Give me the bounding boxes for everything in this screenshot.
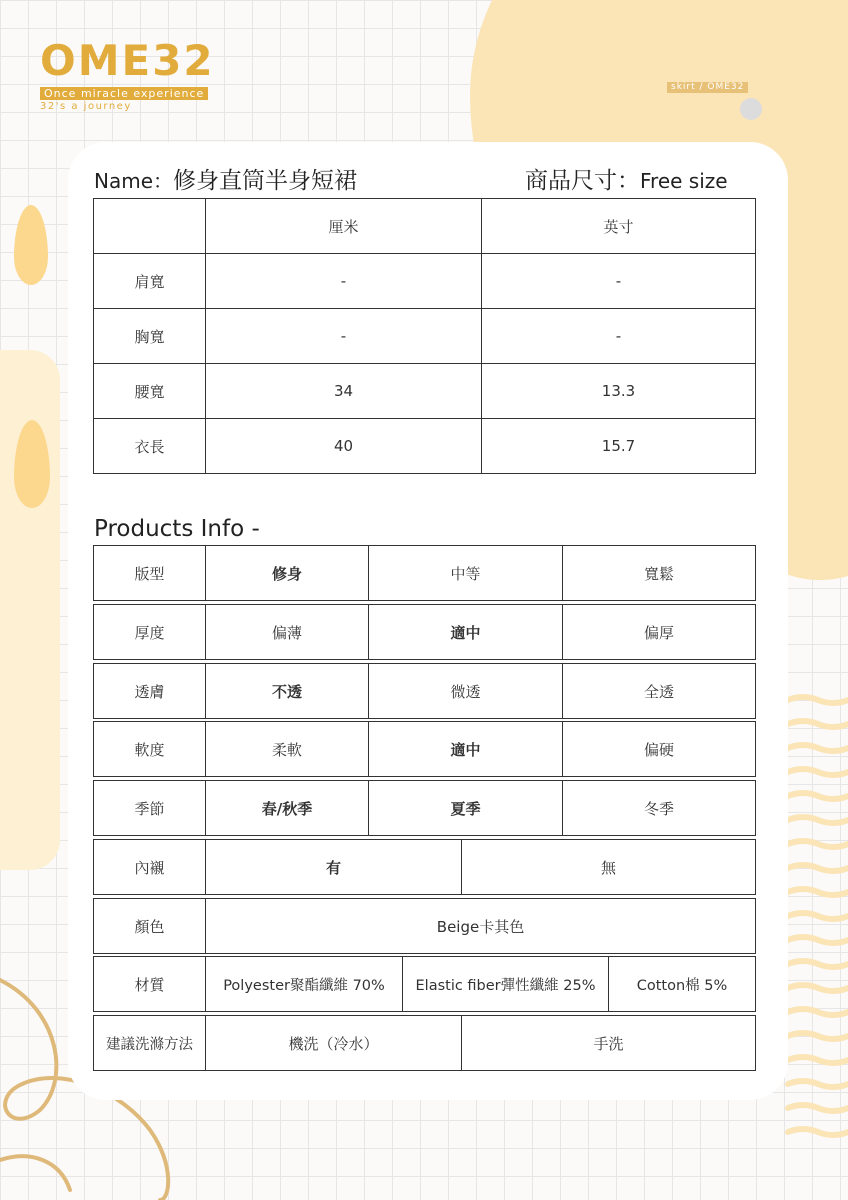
info-row-material (93, 956, 756, 1012)
row-label: 胸寬 (94, 309, 206, 364)
name-label: Name： (94, 169, 174, 193)
product-name-heading (94, 166, 357, 196)
info-option: Cotton棉 5% (609, 957, 756, 1012)
info-option-selected: 適中 (369, 605, 563, 660)
info-label: 厚度 (94, 605, 206, 660)
decor-waves-icon (780, 690, 848, 1170)
inch-value: 15.7 (482, 419, 756, 474)
header-category-label: skirt / OME32 (667, 82, 748, 93)
info-option-selected: 有 (206, 840, 462, 895)
product-name: 修身直筒半身短裙 (173, 168, 358, 194)
info-row-lining (93, 839, 756, 895)
info-row-season (93, 780, 756, 836)
info-option-selected: 適中 (369, 722, 563, 777)
info-option: 偏薄 (206, 605, 369, 660)
info-label: 軟度 (94, 722, 206, 777)
info-option-selected: 修身 (206, 546, 369, 601)
info-label: 季節 (94, 781, 206, 836)
info-row-fit (93, 545, 756, 601)
info-option: 寬鬆 (563, 546, 756, 601)
brand-logo (40, 36, 215, 113)
decor-dot (740, 98, 762, 120)
cm-value: - (206, 254, 482, 309)
info-option: 手洗 (462, 1016, 756, 1071)
info-row-thickness (93, 604, 756, 660)
inch-value: - (482, 254, 756, 309)
info-label: 透膚 (94, 664, 206, 719)
flame-icon (14, 205, 48, 285)
size-label: 商品尺寸： (525, 168, 640, 194)
size-table (93, 198, 756, 474)
info-option-selected: 春/秋季 (206, 781, 369, 836)
cm-value: - (206, 309, 482, 364)
table-row (94, 309, 756, 364)
info-label: 建議洗滌方法 (94, 1016, 206, 1071)
info-label: 內襯 (94, 840, 206, 895)
info-option: 冬季 (563, 781, 756, 836)
info-option-selected: 夏季 (369, 781, 563, 836)
info-option: 機洗（冷水） (206, 1016, 462, 1071)
table-header-cell: 英寸 (482, 199, 756, 254)
inch-value: - (482, 309, 756, 364)
info-option: 微透 (369, 664, 563, 719)
table-row (94, 419, 756, 474)
info-label: 版型 (94, 546, 206, 601)
table-row (94, 364, 756, 419)
table-row (94, 254, 756, 309)
logo-subtitle: 32's a journey (40, 101, 132, 112)
row-label: 肩寬 (94, 254, 206, 309)
products-info-heading: Products Info - (94, 516, 260, 542)
info-row-washing (93, 1015, 756, 1071)
row-label: 腰寬 (94, 364, 206, 419)
info-label: 顏色 (94, 899, 206, 954)
info-option: Polyester聚酯纖維 70% (206, 957, 403, 1012)
cm-value: 40 (206, 419, 482, 474)
table-header-row (94, 199, 756, 254)
info-value: Beige卡其色 (206, 899, 756, 954)
inch-value: 13.3 (482, 364, 756, 419)
info-option: 全透 (563, 664, 756, 719)
logo-tagline: Once miracle experience (40, 87, 208, 100)
size-heading (525, 166, 728, 196)
info-option: 偏硬 (563, 722, 756, 777)
table-header-cell (94, 199, 206, 254)
info-row-color (93, 898, 756, 954)
info-option: Elastic fiber彈性纖維 25% (403, 957, 609, 1012)
info-option: 柔軟 (206, 722, 369, 777)
info-row-softness (93, 721, 756, 777)
info-option: 無 (462, 840, 756, 895)
size-value: Free size (640, 169, 728, 193)
row-label: 衣長 (94, 419, 206, 474)
info-label: 材質 (94, 957, 206, 1012)
info-option: 中等 (369, 546, 563, 601)
info-option-selected: 不透 (206, 664, 369, 719)
info-option: 偏厚 (563, 605, 756, 660)
info-row-sheerness (93, 663, 756, 719)
table-header-cell: 厘米 (206, 199, 482, 254)
cm-value: 34 (206, 364, 482, 419)
logo-text: OME32 (40, 36, 215, 85)
